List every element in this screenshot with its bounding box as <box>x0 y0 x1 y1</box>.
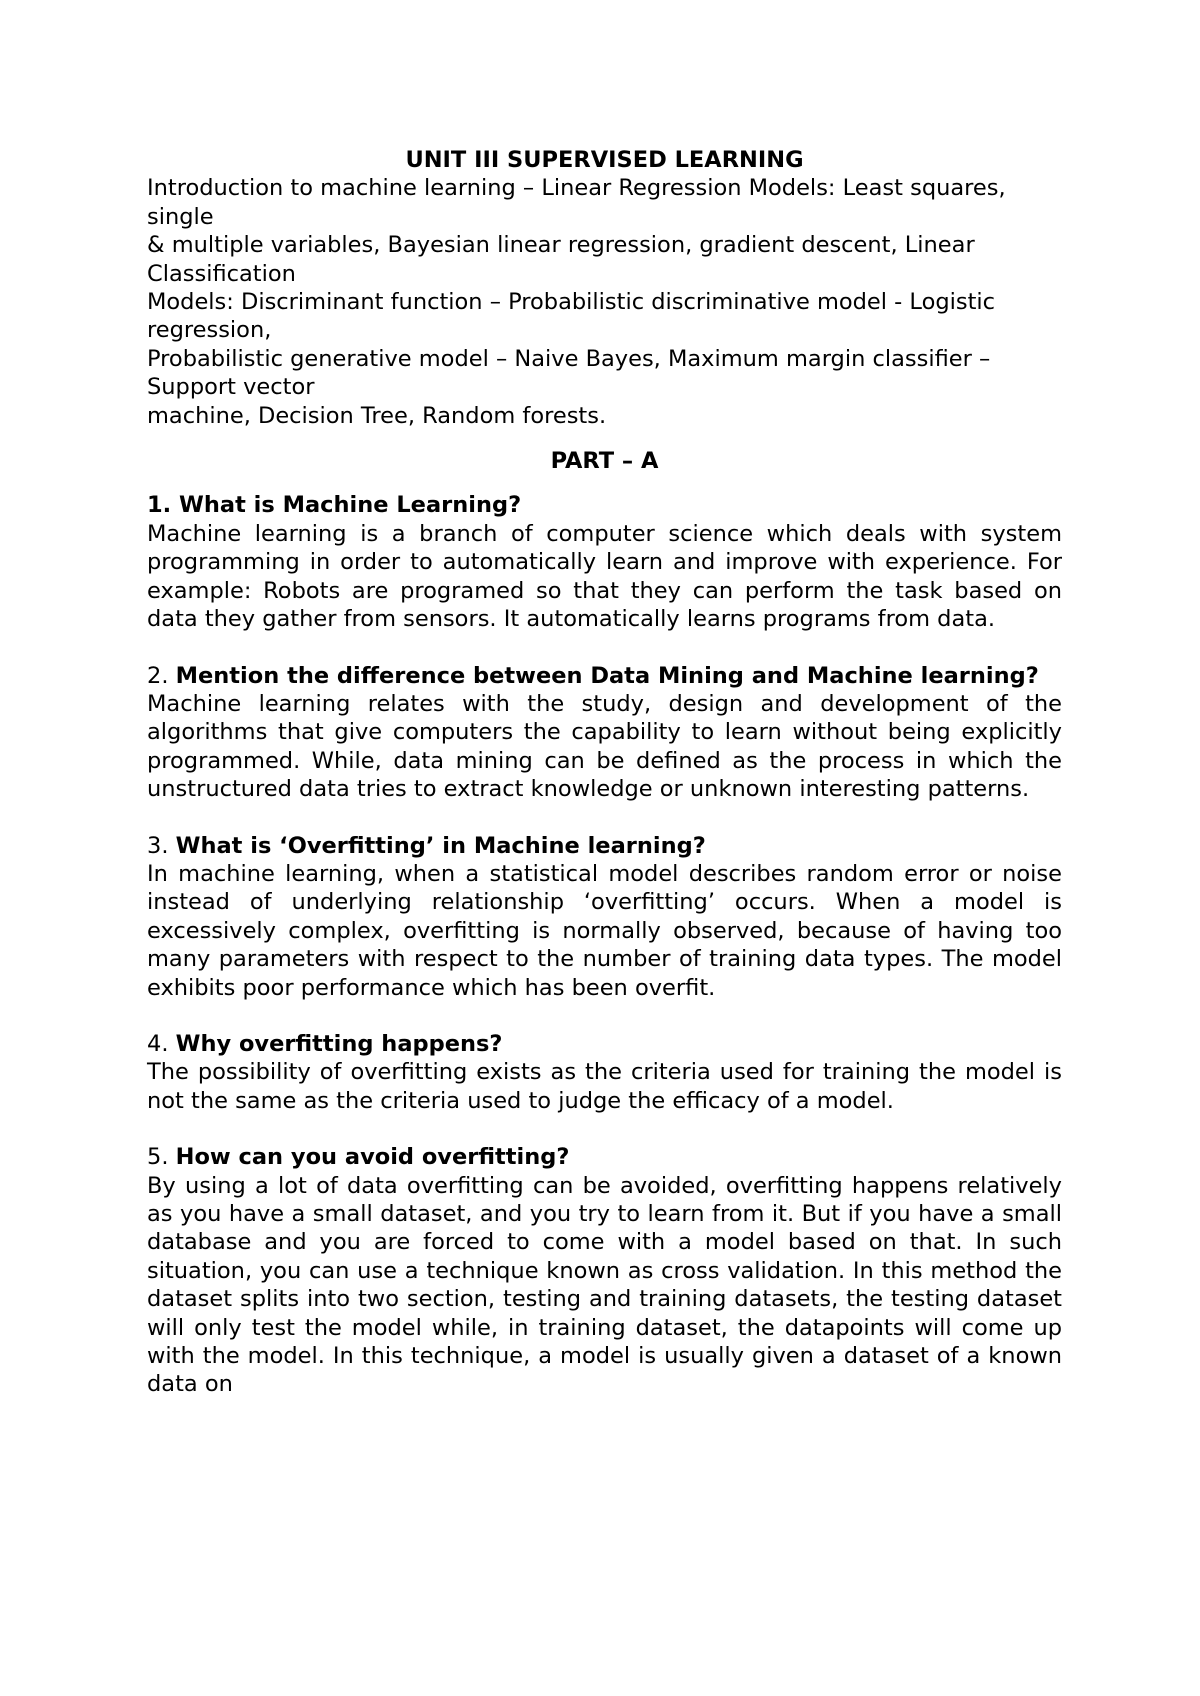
qa-item-5 <box>147 1143 1062 1399</box>
question-number: 4. <box>147 1030 169 1057</box>
answer-text: By using a lot of data overfitting can be avoided, overfitting happens relatively as you have a small dataset, and you try to learn from it. But if you have a small database and you are forced to come with a model based on that. In such situation, you can use a technique known as cross validation. In this method the dataset splits into two section, testing and training datasets, the testing dataset will only test the model while, in training dataset, the datapoints will come up with the model. In this technique, a model is usually given a dataset of a known data on <box>147 1172 1062 1398</box>
syllabus-line: machine, Decision Tree, Random forests. <box>147 402 607 429</box>
syllabus-line: Probabilistic generative model – Naive Bayes, Maximum margin classifier – Support vector <box>147 345 991 401</box>
document-content <box>147 146 1062 1399</box>
syllabus-line: Models: Discriminant function – Probabilistic discriminative model - Logistic regression, <box>147 289 996 344</box>
qa-item-4 <box>147 1030 1062 1115</box>
answer-text: Machine learning is a branch of computer science which deals with system programming in order to automatically learn and improve with experience. For example: Robots are programed so that they can perform the task based on data they gather from sensors. It automatically learns programs from data. <box>147 520 1062 633</box>
question-heading <box>147 832 1062 860</box>
qa-item-1 <box>147 491 1062 633</box>
question-heading <box>147 662 1062 690</box>
question-number: 1. <box>147 492 172 519</box>
syllabus-line: & multiple variables, Bayesian linear regression, gradient descent, Linear Classification <box>147 232 975 287</box>
question-text: What is Machine Learning? <box>179 492 522 519</box>
question-text: How can you avoid overfitting? <box>175 1144 570 1171</box>
answer-text: Machine learning relates with the study, design and development of the algorithms that give computers the capability to learn without being explicitly programmed. While, data mining can be defined as the process in which the unstructured data tries to extract knowledge or unknown interesting patterns. <box>147 690 1062 803</box>
question-heading <box>147 1030 1062 1058</box>
answer-text: The possibility of overfitting exists as the criteria used for training the model is not the same as the criteria used to judge the efficacy of a model. <box>147 1059 1062 1114</box>
question-number: 2. <box>147 662 169 689</box>
syllabus-line: Introduction to machine learning – Linear Regression Models: Least squares, single <box>147 175 1006 230</box>
question-heading <box>147 491 1062 519</box>
syllabus-block <box>147 174 1062 430</box>
question-text: Why overfitting happens? <box>175 1030 503 1057</box>
answer-text: In machine learning, when a statistical model describes random error or noise instead of underlying relationship ‘overfitting’ occurs. When a model is excessively complex, overfitting is normally observed, because of having too many parameters with respect to the number of training data types. The model exhibits poor performance which has been overfit. <box>147 860 1062 1001</box>
question-text: What is ‘Overfitting’ in Machine learning? <box>175 832 706 859</box>
part-heading: PART – A <box>550 448 659 475</box>
question-number: 3. <box>147 832 169 859</box>
question-heading <box>147 1143 1062 1171</box>
unit-title: UNIT III SUPERVISED LEARNING <box>405 147 804 173</box>
question-text: Mention the difference between Data Mining and Machine learning? <box>175 662 1039 689</box>
qa-item-2 <box>147 662 1062 804</box>
question-number: 5. <box>147 1144 169 1171</box>
qa-item-3 <box>147 832 1062 1002</box>
